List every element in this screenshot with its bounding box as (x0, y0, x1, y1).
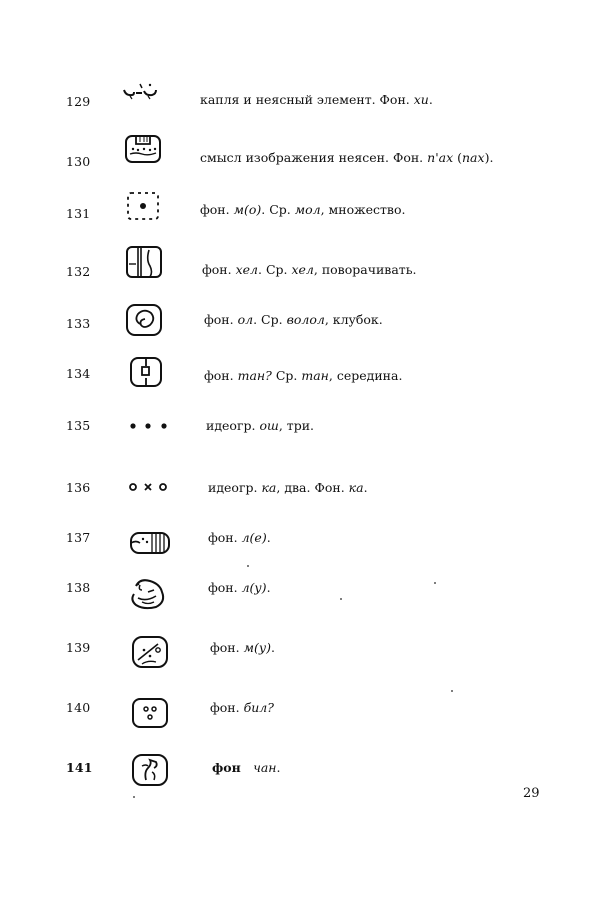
entry-description: идеогр. ош, три. (206, 418, 314, 433)
entry-description: фон. м(о). Ср. мол, множество. (200, 202, 406, 217)
turning-glyph-icon (124, 244, 166, 280)
unclear-image-glyph-icon (124, 132, 164, 166)
entry-number: 131 (66, 206, 91, 221)
middle-glyph-icon (128, 354, 166, 390)
entry-description: фон. м(у). (210, 640, 275, 655)
spiral-glyph-icon (124, 302, 166, 338)
entry-description: фон чан. (212, 760, 281, 775)
drop-and-element-glyph-icon (120, 82, 162, 104)
entry-description: фон. хел. Ср. хел, поворачивать. (202, 262, 417, 277)
entry-description: смысл изображения неясен. Фон. п'ах (пах). (200, 150, 494, 165)
entry-number: 141 (66, 760, 93, 775)
entry-number: 137 (66, 530, 91, 545)
mu-glyph-icon (130, 634, 172, 670)
chan-glyph-icon (130, 752, 172, 788)
page-number: 29 (523, 786, 540, 801)
print-speck (434, 582, 436, 584)
entry-description: фон. тан? Ср. тан, середина. (204, 368, 403, 383)
entry-number: 133 (66, 316, 91, 331)
entry-description: идеогр. ка, два. Фон. ка. (208, 480, 368, 495)
entry-number: 136 (66, 480, 91, 495)
bil-glyph-icon (130, 696, 172, 730)
lu-glyph-icon (126, 576, 172, 612)
entry-number: 132 (66, 264, 91, 279)
three-dots-glyph-icon (128, 420, 172, 432)
entry-number: 134 (66, 366, 91, 381)
entry-number: 140 (66, 700, 91, 715)
two-glyph-icon (128, 480, 172, 494)
entry-number: 139 (66, 640, 91, 655)
entry-number: 130 (66, 154, 91, 169)
le-glyph-icon (128, 530, 174, 556)
print-speck (133, 796, 135, 798)
print-speck (340, 598, 342, 600)
entry-number: 138 (66, 580, 91, 595)
entry-description: фон. л(е). (208, 530, 271, 545)
print-speck (451, 690, 453, 692)
entry-description: фон. ол. Ср. волол, клубок. (204, 312, 383, 327)
entry-description: капля и неясный элемент. Фон. хи. (200, 92, 433, 107)
entry-number: 129 (66, 94, 91, 109)
dotted-square-glyph-icon (124, 190, 164, 222)
entry-description: фон. л(у). (208, 580, 271, 595)
entry-number: 135 (66, 418, 91, 433)
entry-description: фон. бил? (210, 700, 274, 715)
print-speck (247, 565, 249, 567)
